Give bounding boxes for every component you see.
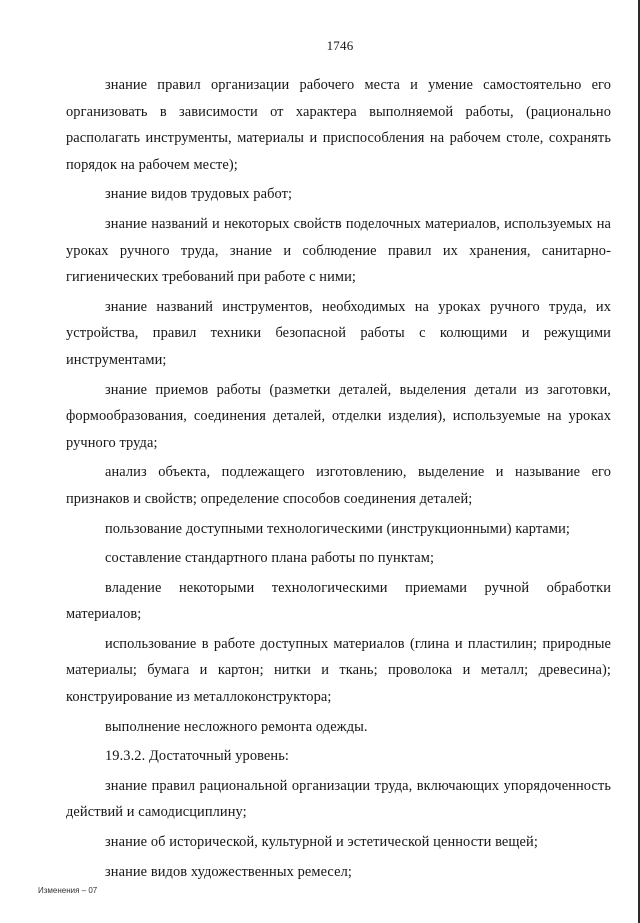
paragraph: знание видов художественных ремесел; [105,863,352,880]
footer-note: Изменения – 07 [38,886,98,895]
section-heading: 19.3.2. Достаточный уровень: [105,748,289,765]
paragraph: владение некоторыми технологическими приемами ручной обработки материалов; [66,579,611,623]
paragraph: знание названий инструментов, необходимых на уроках ручного труда, их устройства, правил техники безопасной работы с колющими и режущими инструментами; [66,298,611,368]
paragraph: использование в работе доступных материалов (глина и пластилин; природные материалы; бумага и картон; нитки и ткань; проволока и металл; древесина); конструирование из металлоконструктора; [66,635,611,706]
paragraph: выполнение несложного ремонта одежды. [105,718,368,735]
paragraph: знание видов трудовых работ; [105,186,293,203]
paragraph: знание приемов работы (разметки деталей, выделения детали из заготовки, формообразования, соединения деталей, отделки изделия), используемые на уроках ручного труда; [66,381,611,451]
page-number: 1746 [326,38,354,53]
document-body [66,72,611,888]
paragraph: знание об исторической, культурной и эстетической ценности вещей; [105,834,538,851]
paragraph: знание правил рациональной организации труда, включающих упорядоченность действий и самодисциплину; [66,777,611,821]
paragraph: знание правил организации рабочего места и умение самостоятельно его организовать в зависимости от характера выполняемой работы, (рационально располагать инструменты, материалы и приспособления на рабочем столе, сохранять порядок на рабочем месте); [66,77,611,173]
paragraph: пользование доступными технологическими (инструкционными) картами; [105,520,571,537]
paragraph: анализ объекта, подлежащего изготовлению, выделение и называние его признаков и свойств; определение способов соединения деталей; [66,464,611,507]
paragraph: составление стандартного плана работы по пунктам; [105,550,435,567]
paragraph: знание названий и некоторых свойств поделочных материалов, используемых на уроках ручного труда, знание и соблюдение правил их хранения, санитарно-гигиенических требований при работе с ними; [66,215,611,286]
